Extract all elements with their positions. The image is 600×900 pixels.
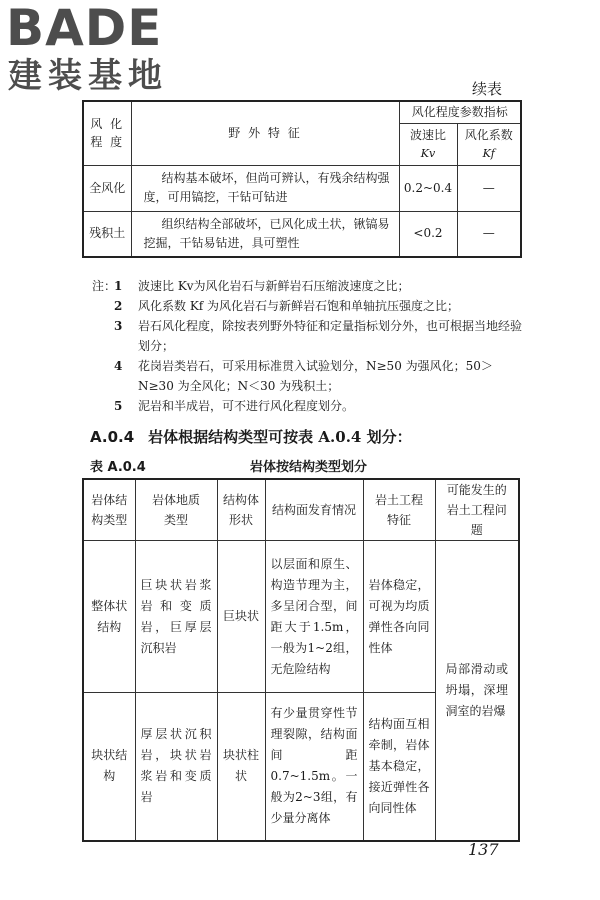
note-text: 岩石风化程度，除按表列野外特征和定量指标划分外，也可根据当地经验划分； xyxy=(138,319,523,353)
note-number: 4 xyxy=(114,359,123,373)
row-kv: <0.2 xyxy=(399,211,457,257)
note-text: 花岗岩类岩石，可采用标准贯入试验划分，N≥50 为强风化；50＞N≥30 为全风化；N＜30 为残积土； xyxy=(138,359,493,393)
row-engineering-features: 结构面互相牵制，岩体基本稳定，接近弹性各向同性体 xyxy=(363,693,435,841)
section-text: 岩体根据结构类型可按表 A.0.4 划分： xyxy=(148,428,412,446)
header-field-features: 野 外 特 征 xyxy=(131,101,399,165)
caption-title: 岩体按结构类型划分 xyxy=(250,460,368,475)
table-row xyxy=(83,541,519,693)
notes xyxy=(92,276,524,416)
section-number: A.0.4 xyxy=(90,428,135,446)
row-geology-type: 巨块状岩浆岩和变质岩，巨厚层沉积岩 xyxy=(135,541,217,693)
header-development: 结构面发育情况 xyxy=(265,479,363,541)
note-item xyxy=(92,276,524,296)
note-text: 风化系数 Kf 为风化岩石与新鲜岩石饱和单轴抗压强度之比； xyxy=(138,299,460,313)
logo-name: BADE xyxy=(6,0,163,57)
weathering-table xyxy=(82,100,522,258)
row-feature: 组织结构全部破坏，已风化成土状，锹镐易挖掘，干钻易钻进，具可塑性 xyxy=(131,211,399,257)
header-structure-type: 岩体结构类型 xyxy=(83,479,135,541)
row-kf: — xyxy=(457,211,521,257)
table-caption xyxy=(90,456,520,475)
row-grade: 全风化 xyxy=(83,165,131,211)
header-possible-problems: 可能发生的岩土工程问题 xyxy=(435,479,519,541)
row-kv: 0.2~0.4 xyxy=(399,165,457,211)
rock-structure-table xyxy=(82,478,520,842)
note-number: 5 xyxy=(114,399,123,413)
row-geology-type: 厚层状沉积岩，块状岩浆岩和变质岩 xyxy=(135,693,217,841)
section-heading xyxy=(90,426,412,447)
row-grade: 残积土 xyxy=(83,211,131,257)
header-shape: 结构体形状 xyxy=(217,479,265,541)
row-structure-type: 整体状结构 xyxy=(83,541,135,693)
header-engineering-features: 岩土工程特征 xyxy=(363,479,435,541)
row-development: 有少量贯穿性节理裂隙，结构面间距0.7~1.5m。一般为2~3组，有少量分离体 xyxy=(265,693,363,841)
row-shape: 块状柱状 xyxy=(217,693,265,841)
header-kf xyxy=(457,123,521,165)
table-row xyxy=(83,165,521,211)
row-possible-problems: 局部滑动或坍塌，深埋洞室的岩爆 xyxy=(435,541,519,841)
header-parameter-group: 风化程度参数指标 xyxy=(399,101,521,123)
row-feature: 结构基本破坏，但尚可辨认，有残余结构强度，可用镐挖，干钻可钻进 xyxy=(131,165,399,211)
caption-number: 表 A.0.4 xyxy=(90,460,146,475)
table-row xyxy=(83,211,521,257)
header-kv-label: 波速比 xyxy=(409,128,446,143)
continued-label: 续表 xyxy=(472,80,503,98)
logo-subtitle: 建装基地 xyxy=(8,56,168,96)
note-text: 波速比 Kv为风化岩石与新鲜岩石压缩波速度之比； xyxy=(138,279,410,293)
header-kf-symbol: Kf xyxy=(482,146,495,160)
note-item xyxy=(92,316,524,356)
header-kf-label: 风化系数 xyxy=(464,128,513,143)
header-weathering-degree: 风 化 程 度 xyxy=(83,101,131,165)
row-shape: 巨块状 xyxy=(217,541,265,693)
logo xyxy=(4,0,184,100)
note-text: 泥岩和半成岩，可不进行风化程度划分。 xyxy=(138,399,355,413)
row-kf: — xyxy=(457,165,521,211)
notes-label: 注： xyxy=(92,279,117,293)
note-number: 3 xyxy=(114,319,123,333)
row-engineering-features: 岩体稳定，可视为均质弹性各向同性体 xyxy=(363,541,435,693)
header-kv-symbol: Kv xyxy=(420,146,436,160)
header-geology-type: 岩体地质类型 xyxy=(135,479,217,541)
note-number: 2 xyxy=(114,299,123,313)
note-item xyxy=(92,296,524,316)
note-item xyxy=(92,356,524,396)
header-kv xyxy=(399,123,457,165)
row-development: 以层面和原生、构造节理为主，多呈闭合型，间距大于1.5m，一般为1~2组，无危险结构 xyxy=(265,541,363,693)
page-number: 137 xyxy=(468,840,499,859)
row-structure-type: 块状结构 xyxy=(83,693,135,841)
note-item xyxy=(92,396,524,416)
note-number: 1 xyxy=(114,279,123,293)
